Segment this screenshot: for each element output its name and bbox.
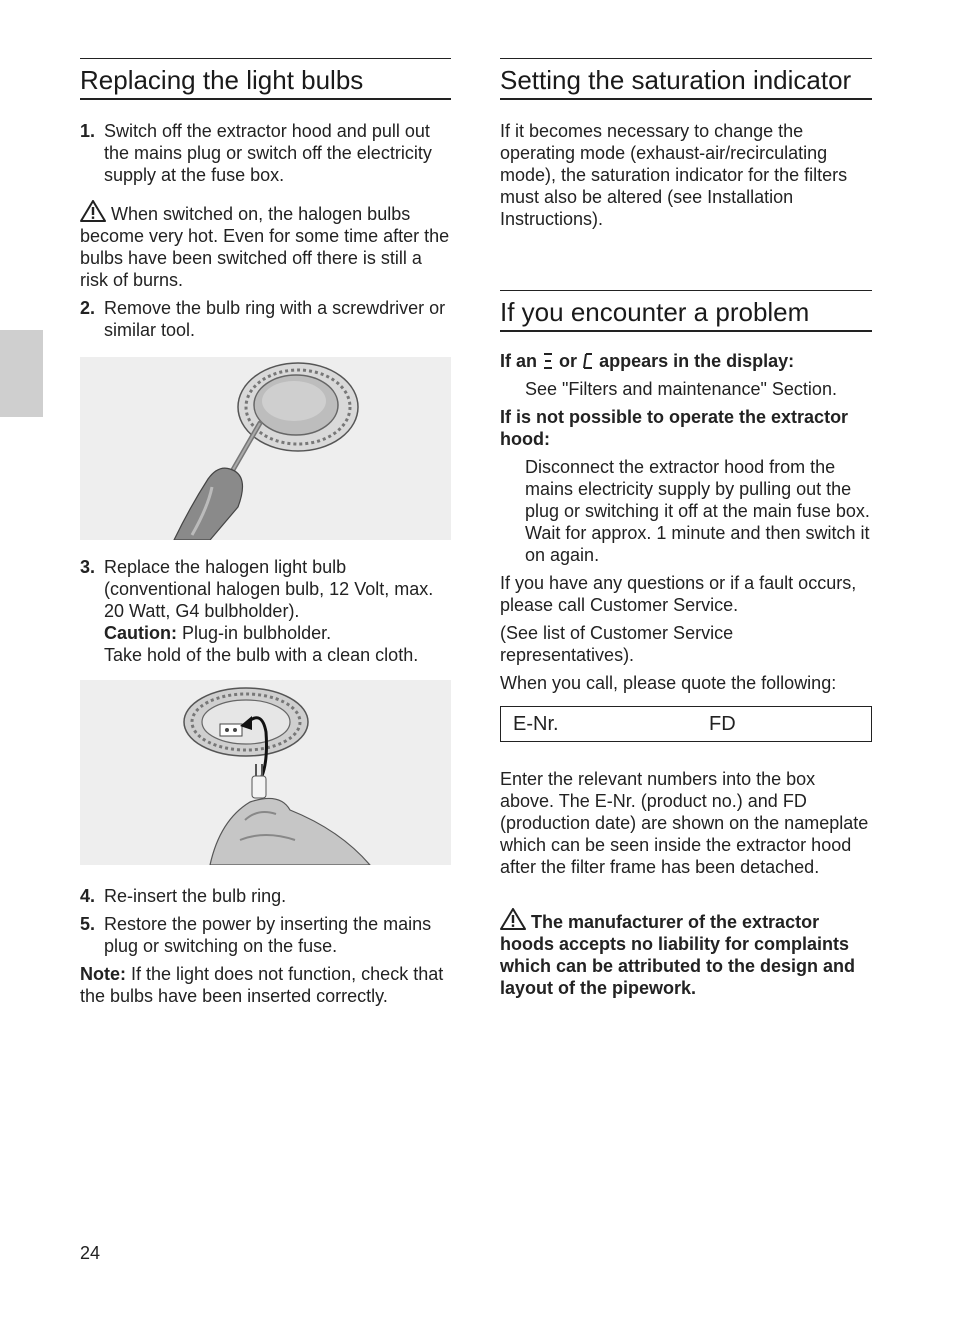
warning-triangle-icon — [500, 908, 526, 930]
enr-label: E-Nr. — [513, 713, 559, 735]
display-symbol-icon — [582, 352, 594, 370]
fd-label: FD — [709, 713, 736, 735]
step-1: 1. Switch off the extractor hood and pull out the mains plug or switch off the electricity supply at the fuse box. — [80, 121, 432, 185]
question-display-symbol: If an or appears in the display: — [500, 351, 795, 371]
saturation-paragraph: If it becomes necessary to change the operating mode (exhaust-air/recirculating mode), the saturation indicator for the filters must also be altered (see Installation Instructions). — [500, 121, 848, 229]
left-column — [80, 58, 451, 1013]
right-column — [500, 58, 872, 1005]
step-4: 4. Re-insert the bulb ring. — [80, 886, 287, 906]
paragraph-questions: If you have any questions or if a fault occurs, please call Customer Service. — [500, 573, 857, 615]
section-title-saturation: Setting the saturation indicator — [500, 58, 872, 100]
enr-fd-box — [500, 706, 872, 742]
paragraph-enter-numbers: Enter the relevant numbers into the box above. The E-Nr. (product no.) and FD (production date) are shown on the nameplate which can be seen inside the extractor hood after the filter frame has been detached. — [500, 769, 869, 877]
paragraph-service-list: (See list of Customer Service representatives). — [500, 623, 734, 665]
question-not-operable: If is not possible to operate the extractor hood: — [500, 407, 849, 449]
figure-screwdriver-bulb-ring — [80, 357, 451, 540]
step-5: 5. Restore the power by inserting the mains plug or switching on the fuse. — [80, 914, 432, 956]
paragraph-quote: When you call, please quote the following: — [500, 673, 837, 693]
section-side-tab — [0, 330, 43, 417]
warning-triangle-icon — [80, 200, 106, 222]
section-title-bulbs: Replacing the light bulbs — [80, 58, 451, 100]
section-title-problem: If you encounter a problem — [500, 290, 872, 332]
step-2: 2. Remove the bulb ring with a screwdriver or similar tool. — [80, 298, 446, 340]
page-number: 24 — [80, 1243, 101, 1263]
display-symbol-icon — [542, 352, 554, 370]
answer-display-symbol: See "Filters and maintenance" Section. — [525, 379, 837, 399]
liability-warning: The manufacturer of the extractor hoods accepts no liability for complaints which can be attributed to the design and layout of the pipework. — [500, 908, 872, 999]
figure-replace-halogen-bulb — [80, 680, 451, 865]
step-3: 3. Replace the halogen light bulb (conventional halogen bulb, 12 Volt, max. 20 Watt, G4 bulbholder). Caution: Plug-in bulbholder. Take hold of the bulb with a clean cloth. — [80, 557, 434, 665]
note: Note: If the light does not function, check that the bulbs have been inserted correctly. — [80, 964, 444, 1006]
answer-not-operable: Disconnect the extractor hood from the mains electricity supply by pulling out the plug or switching it off at the main fuse box. Wait for approx. 1 minute and then switch it on again. — [525, 457, 870, 565]
burn-warning: When switched on, the halogen bulbs become very hot. Even for some time after the bulbs have been switched off there is still a risk of burns. — [80, 200, 451, 291]
